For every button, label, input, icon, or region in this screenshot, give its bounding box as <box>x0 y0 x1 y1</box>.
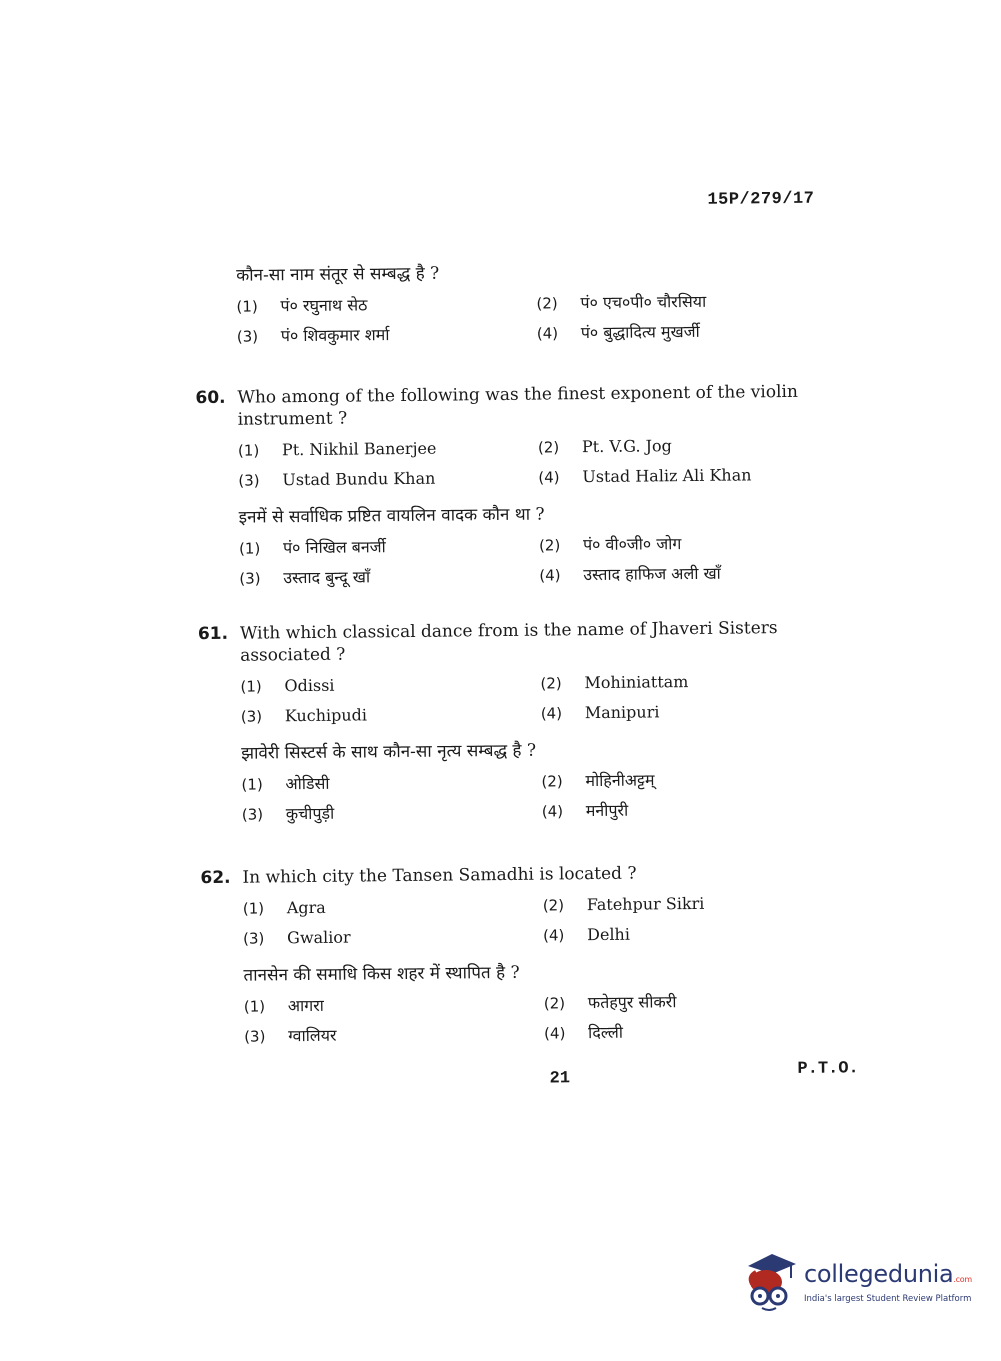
option: (3) ग्वालियर <box>244 1025 337 1046</box>
options-hindi <box>197 530 838 591</box>
option: (3) उस्ताद बुन्दू खाँ <box>239 567 371 588</box>
option: (2) पं० वी०जी० जोग <box>538 534 682 555</box>
option: (1) आगरा <box>243 995 324 1016</box>
question-number: 62. <box>200 867 231 889</box>
option: (1) पं० निखिल बनर्जी <box>238 537 386 558</box>
option: (3) पं० शिवकुमार शर्मा <box>236 325 390 346</box>
question-text-english: 62. In which city the Tansen Samadhi is located ? <box>200 863 637 889</box>
collegedunia-logo <box>742 1248 972 1318</box>
options-english <box>196 432 837 493</box>
options-hindi <box>194 288 835 349</box>
option: (4) Ustad Haliz Ali Khan <box>538 465 752 487</box>
paper-code: 15P/279/17 <box>707 189 815 210</box>
mascot-icon <box>742 1248 802 1318</box>
option: (4) पं० बुद्धादित्य मुखर्जी <box>536 321 700 343</box>
option: (2) फतेहपुर सीकरी <box>543 992 677 1013</box>
question-59-hindi <box>194 258 835 349</box>
option: (3) Ustad Bundu Khan <box>238 468 436 490</box>
option: (3) कुचीपुड़ी <box>241 803 335 824</box>
question-text-hindi: इनमें से सर्वाधिक प्रष्टित वायलिन वादक कौन था ? <box>238 504 545 528</box>
question-62 <box>200 860 842 1049</box>
option: (4) Delhi <box>543 924 631 945</box>
question-number: 60. <box>195 387 226 409</box>
option: (3) Gwalior <box>243 927 351 948</box>
question-60 <box>195 380 837 591</box>
logo-tagline: India's largest Student Review Platform <box>804 1294 972 1304</box>
question-text-hindi: कौन-सा नाम संतूर से सम्बद्ध है ? <box>236 263 440 286</box>
logo-wordmark: collegedunia.com <box>804 1260 972 1288</box>
option: (1) Odissi <box>240 675 335 696</box>
question-61 <box>198 616 840 827</box>
option: (1) Agra <box>242 897 326 918</box>
option: (4) मनीपुरी <box>541 800 629 821</box>
options-english <box>201 890 842 951</box>
options-hindi <box>199 766 840 827</box>
pto-label: P.T.O. <box>797 1059 859 1079</box>
question-number: 61. <box>197 623 229 645</box>
option: (1) पं० रघुनाथ सेठ <box>236 295 368 316</box>
page-number: 21 <box>549 1069 571 1089</box>
option: (4) दिल्ली <box>544 1022 624 1043</box>
question-text-english-cont: associated ? <box>240 644 346 666</box>
option: (2) मोहिनीअट्टम् <box>541 770 655 791</box>
question-text-hindi: तानसेन की समाधि किस शहर में स्थापित है ? <box>243 962 520 986</box>
option: (2) Fatehpur Sikri <box>542 893 705 915</box>
option: (4) उस्ताद हाफिज अली खाँ <box>539 563 721 585</box>
question-text-english-cont: instrument ? <box>237 408 348 430</box>
question-text-english: 61. With which classical dance from is the name of Jhaveri Sisters <box>197 618 778 645</box>
option: (1) Pt. Nikhil Banerjee <box>237 438 437 460</box>
options-hindi <box>202 988 843 1049</box>
option: (3) Kuchipudi <box>240 705 368 726</box>
option: (2) पं० एच०पी० चौरसिया <box>536 291 707 313</box>
option: (2) Pt. V.G. Jog <box>537 436 672 457</box>
question-text-english: 60. Who among of the following was the finest exponent of the violin <box>195 381 798 409</box>
question-text-hindi: झावेरी सिस्टर्स के साथ कौन-सा नृत्य सम्बद्ध है ? <box>241 740 537 764</box>
option: (2) Mohiniattam <box>540 672 689 693</box>
option: (1) ओडिसी <box>241 773 330 794</box>
option: (4) Manipuri <box>540 702 660 723</box>
options-english <box>198 668 839 729</box>
